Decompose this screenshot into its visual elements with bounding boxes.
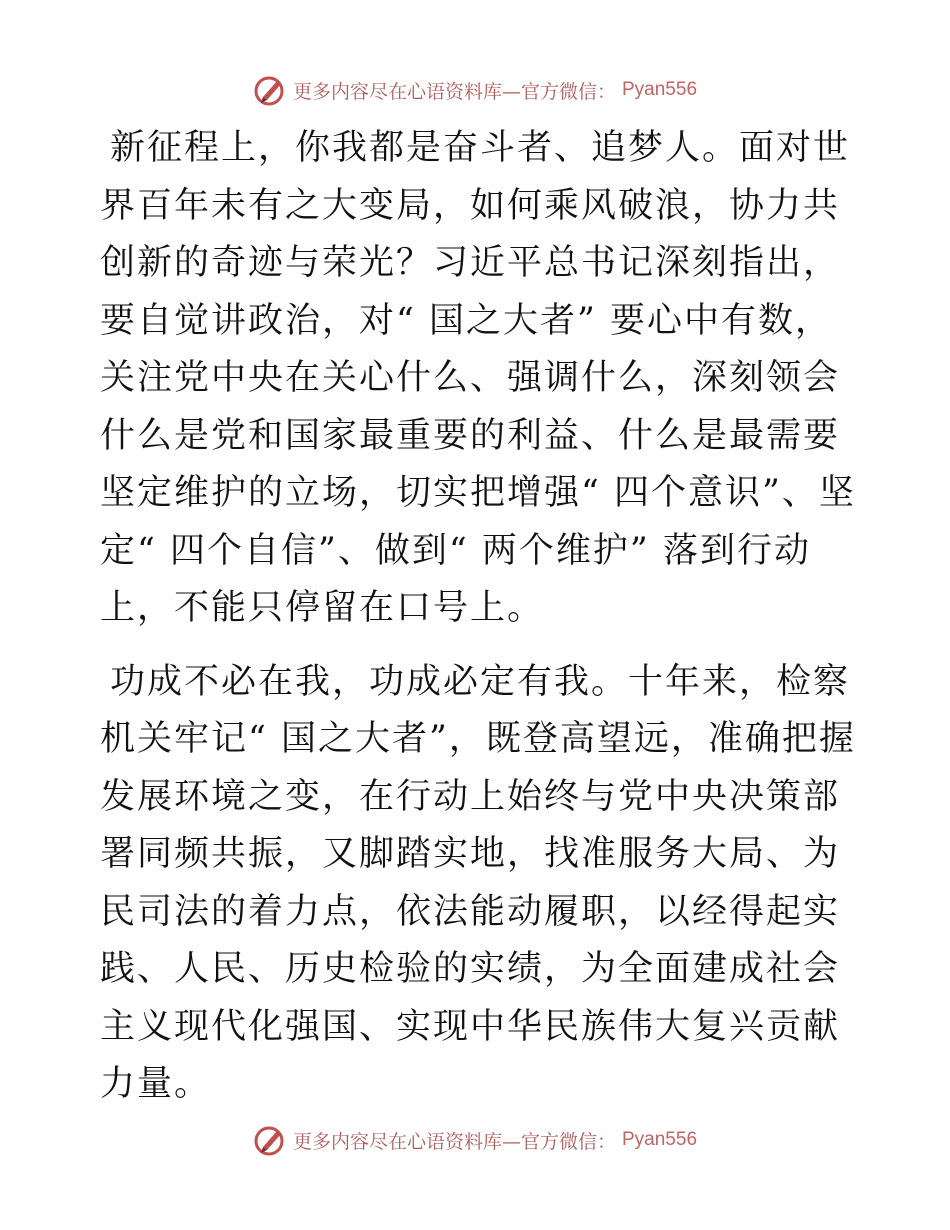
paragraph-1: 新征程上，你我都是奋斗者、追梦人。面对世界百年未有之大变局，如何乘风破浪，协力共创新的奇迹与荣光？习近平总书记深刻指出，要自觉讲政治，对“ 国之大者” 要心中有数，关注党中央在关心什么、强调什么，深刻领会什么是党和国家最重要的利益、什么是最需要坚定维护的立场，切实把增强“ 四个意识”、坚定“ 四个自信”、做到“ 两个维护” 落到行动上，不能只停留在口号上。: [100, 128, 856, 628]
pen-logo-icon: [253, 73, 287, 107]
document-body: [100, 120, 860, 1114]
footer-wechat-id: Pyan556: [622, 1129, 698, 1150]
paragraph-2: 功成不必在我，功成必定有我。十年来，检察机关牢记“ 国之大者”，既登高望远，准确把握发展环境之变，在行动上始终与党中央决策部署同频共振，又脚踏实地，找准服务大局、为民司法的着力点，依法能动履职，以经得起实践、人民、历史检验的实绩，为全面建成社会主义现代化强国、实现中华民族伟大复兴贡献力量。: [100, 661, 856, 1104]
header-wechat-id: Pyan556: [622, 79, 698, 100]
footer-banner-text: 更多内容尽在心语资料库—官方微信：: [292, 1130, 616, 1153]
header-banner-text: 更多内容尽在心语资料库—官方微信：: [292, 80, 616, 103]
header-banner: [0, 70, 950, 110]
pen-logo-icon: [253, 1123, 287, 1157]
footer-banner: [0, 1120, 950, 1160]
